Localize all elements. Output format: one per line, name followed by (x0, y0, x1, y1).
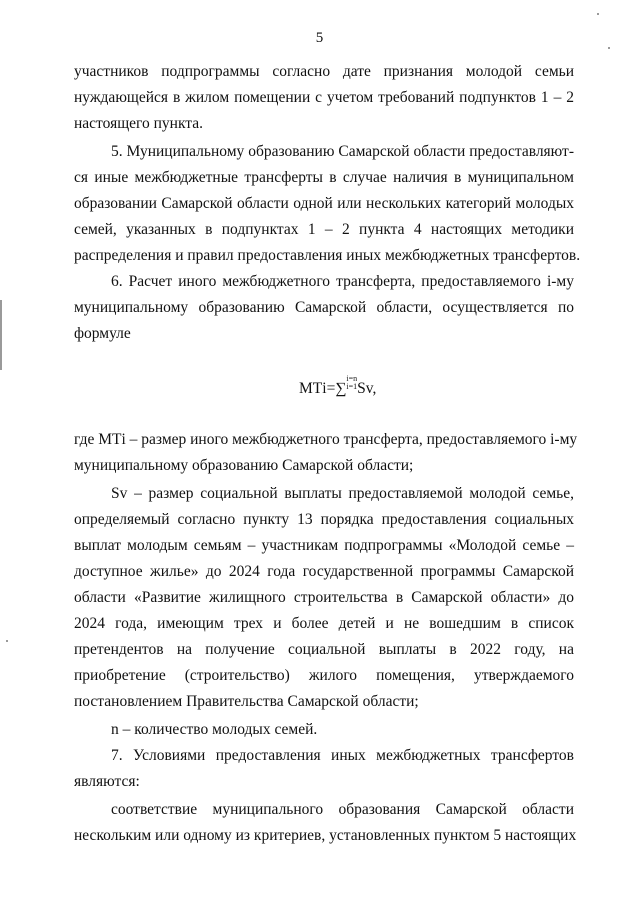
text-line: n – количество молодых семей. (111, 721, 318, 738)
formula-lower-limit: i=1 (346, 382, 358, 391)
text-line: соответствие муниципального образования Самарской области (111, 801, 574, 818)
text-line: приобретение (строительство) жилого помещения, утверждаемого (74, 667, 574, 684)
formula-lhs: МТi (299, 380, 327, 397)
text-line: муниципальному образованию Самарской области, осуществляется по (74, 299, 574, 316)
text-line: семей, указанных в подпунктах 1 – 2 пункта 4 настоящих методики (74, 221, 574, 238)
formula-upper-limit: i=n (346, 374, 358, 383)
text-line: нуждающейся в жилом помещении с учетом требований подпунктов 1 – 2 (74, 89, 574, 106)
scan-speck (6, 640, 8, 642)
text-line: формуле (74, 325, 131, 342)
scan-speck (608, 47, 610, 49)
text-line: доступное жилье» до 2024 года государственной программы Самарской (74, 563, 574, 580)
text-line: Sv – размер социальной выплаты предоставляемой молодой семье, (111, 485, 574, 502)
text-line: являются: (74, 773, 140, 790)
page-number: 5 (315, 30, 324, 46)
formula-equals: = (326, 380, 336, 397)
text-line: 2024 года, имеющим трех и более детей и не вошедшим в список (74, 615, 574, 632)
text-line: постановлением Правительства Самарской области; (74, 693, 419, 710)
text-line: ся иные межбюджетные трансферты в случае наличия в муниципальном (74, 169, 574, 186)
formula-sigma: ∑ (335, 380, 347, 397)
text-line: области «Развитие жилищного строительства в Самарской области» до (74, 589, 574, 606)
text-line: настоящего пункта. (74, 115, 204, 132)
formula (299, 375, 376, 399)
text-line: 7. Условиями предоставления иных межбюджетных трансфертов (111, 747, 574, 764)
scan-edge-mark (0, 300, 2, 370)
text-line: распределения и правил предоставления иных межбюджетных трансфертов. (74, 247, 581, 264)
text-line: нескольким или одному из критериев, установленных пунктом 5 настоящих (74, 827, 577, 844)
text-line: участников подпрограммы согласно дате признания молодой семьи (74, 63, 574, 80)
text-line: 6. Расчет иного межбюджетного трансферта, предоставляемого i-му (111, 273, 574, 290)
text-line: определяемый согласно пункту 13 порядка предоставления социальных (74, 511, 574, 528)
text-line: 5. Муниципальному образованию Самарской области предоставляют- (111, 143, 574, 160)
text-line: образовании Самарской области одной или нескольких категорий молодых (74, 195, 574, 212)
text-line: выплат молодым семьям – участникам подпрограммы «Молодой семье – (74, 537, 574, 554)
text-line: претендентов на получение социальной выплаты в 2022 году, на (74, 641, 574, 658)
text-line: где МТi – размер иного межбюджетного трансферта, предоставляемого i-му (74, 431, 578, 448)
formula-limits (346, 375, 357, 391)
scan-speck (597, 13, 599, 15)
text-line: муниципальному образованию Самарской области; (74, 457, 414, 474)
formula-term: Sv, (357, 380, 377, 397)
